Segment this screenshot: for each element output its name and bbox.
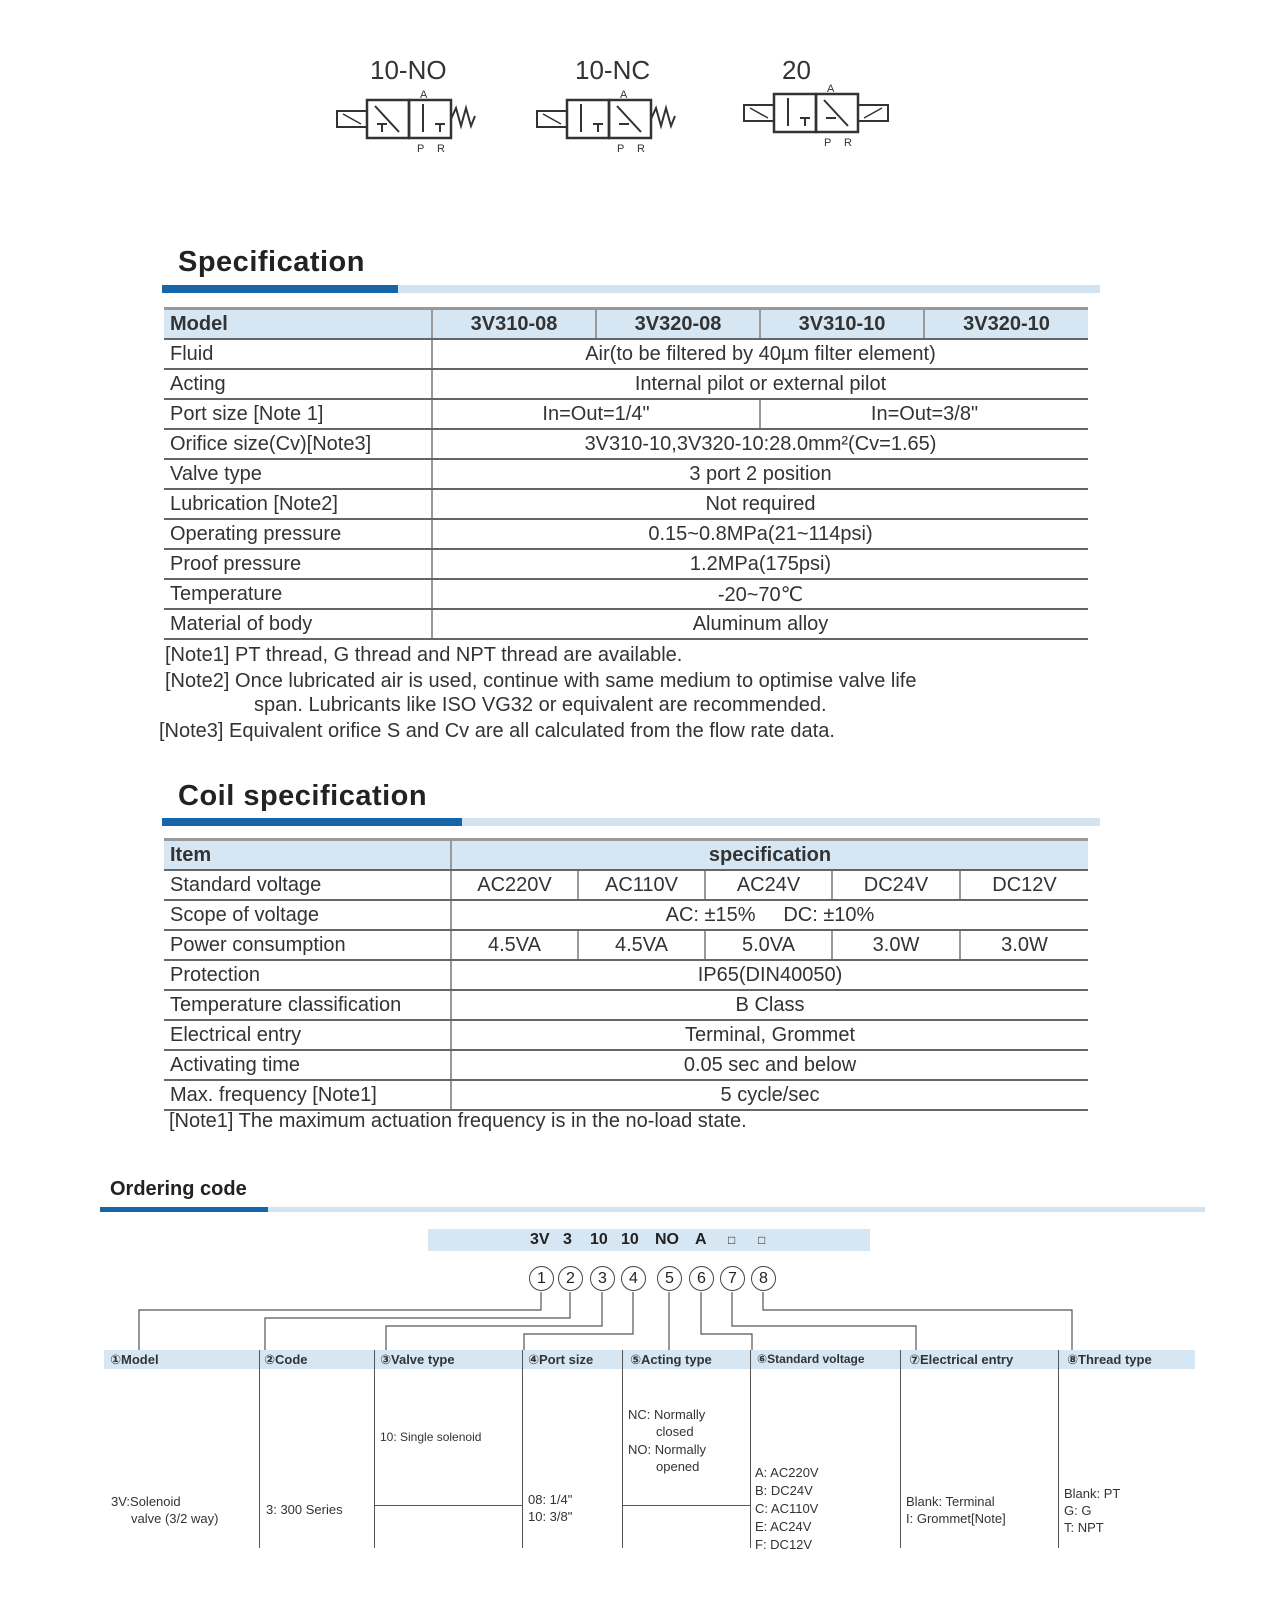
row-label: Max. frequency [Note1] — [164, 1080, 451, 1110]
port-size-option: 08: 1/4" — [528, 1492, 573, 1507]
power-cell: 4.5VA — [451, 930, 578, 960]
code-number-3: 3 — [590, 1266, 615, 1291]
row-value: 5 cycle/sec — [451, 1080, 1088, 1110]
acting-option: NO: Normally — [628, 1442, 707, 1457]
row-value: AC: ±15% DC: ±10% — [451, 900, 1088, 930]
row-label: Proof pressure — [164, 549, 432, 579]
port-r-label: R — [437, 143, 445, 155]
voltage-option: B: DC24V — [755, 1483, 813, 1498]
code-option: 3: 300 Series — [266, 1502, 343, 1517]
row-label: Orifice size(Cv)[Note3] — [164, 429, 432, 459]
row-value: In=Out=3/8" — [760, 399, 1088, 429]
spec-note-1: [Note1] PT thread, G thread and NPT thread are available. — [165, 644, 683, 666]
header-standard-voltage: ⑥Standard voltage — [757, 1352, 865, 1366]
thread-option: Blank: PT — [1064, 1486, 1121, 1501]
row-value: 0.05 sec and below — [451, 1050, 1088, 1080]
row-label: Port size [Note 1] — [164, 399, 432, 429]
row-label: Temperature — [164, 579, 432, 609]
model-option-line: valve (3/2 way) — [131, 1511, 219, 1526]
specification-header: specification — [451, 840, 1088, 871]
column-divider — [374, 1350, 375, 1548]
code-number-8: 8 — [751, 1266, 776, 1291]
row-value: B Class — [451, 990, 1088, 1020]
power-cell: 5.0VA — [705, 930, 832, 960]
port-size-option: 10: 3/8" — [528, 1509, 573, 1524]
row-label: Acting — [164, 369, 432, 399]
voltage-option: F: DC12V — [755, 1537, 813, 1552]
code-part-model: 3V — [530, 1231, 550, 1248]
row-label: Standard voltage — [164, 870, 451, 900]
port-a-label: A — [620, 89, 628, 101]
valve-type-option: 10: Single solenoid — [380, 1430, 482, 1444]
power-cell: 4.5VA — [578, 930, 705, 960]
header-port-size: ④Port size — [528, 1352, 594, 1367]
code-number-6: 6 — [689, 1266, 714, 1291]
row-label: Electrical entry — [164, 1020, 451, 1050]
model-option-line: 3V:Solenoid — [111, 1494, 181, 1509]
port-r-label: R — [637, 143, 645, 155]
coil-specification-title: Coil specification — [178, 780, 428, 812]
row-label: Material of body — [164, 609, 432, 639]
power-cell: 3.0W — [832, 930, 960, 960]
electrical-option: I: Grommet[Note] — [906, 1511, 1006, 1526]
voltage-cell: AC220V — [451, 870, 578, 900]
voltage-cell: AC110V — [578, 870, 705, 900]
model-option — [111, 1493, 218, 1527]
header-code: ②Code — [264, 1352, 308, 1367]
code-part-voltage: A — [695, 1231, 707, 1248]
voltage-options — [755, 1464, 819, 1554]
symbol-label-10-nc: 10-NC — [575, 55, 651, 85]
ordering-code-title: Ordering code — [110, 1178, 247, 1200]
model-3v320-08: 3V320-08 — [596, 309, 760, 340]
row-value: 3V310-10,3V320-10:28.0mm²(Cv=1.65) — [432, 429, 1088, 459]
row-label: Temperature classification — [164, 990, 451, 1020]
row-value: Not required — [432, 489, 1088, 519]
thread-option: G: G — [1064, 1503, 1092, 1518]
row-label: Valve type — [164, 459, 432, 489]
header-thread-type: ⑧Thread type — [1067, 1352, 1152, 1367]
code-part-port-size: 10 — [621, 1231, 639, 1248]
row-value: 3 port 2 position — [432, 459, 1088, 489]
row-value: Internal pilot or external pilot — [432, 369, 1088, 399]
power-cell: 3.0W — [960, 930, 1088, 960]
row-label: Lubrication [Note2] — [164, 489, 432, 519]
row-value: Air(to be filtered by 40µm filter element) — [432, 339, 1088, 369]
symbol-label-20: 20 — [782, 55, 811, 85]
code-part-thread: □ — [758, 1233, 766, 1247]
port-p-label: P — [617, 143, 625, 155]
column-divider — [900, 1350, 901, 1548]
row-label: Protection — [164, 960, 451, 990]
model-3v310-08: 3V310-08 — [432, 309, 596, 340]
code-number-7: 7 — [720, 1266, 745, 1291]
voltage-cell: AC24V — [705, 870, 832, 900]
spec-note-2: [Note2] Once lubricated air is used, continue with same medium to optimise valve life — [165, 670, 917, 692]
thread-options — [1064, 1485, 1120, 1536]
row-label: Activating time — [164, 1050, 451, 1080]
code-number-1: 1 — [529, 1266, 554, 1291]
row-label: Scope of voltage — [164, 900, 451, 930]
voltage-cell: DC12V — [960, 870, 1088, 900]
item-header: Item — [164, 840, 451, 871]
code-number-4: 4 — [621, 1266, 646, 1291]
header-acting-type: ⑤Acting type — [630, 1352, 712, 1367]
acting-options — [628, 1406, 706, 1475]
code-number-5: 5 — [657, 1266, 682, 1291]
header-electrical-entry: ⑦Electrical entry — [909, 1352, 1014, 1367]
port-a-label: A — [827, 83, 835, 95]
model-header: Model — [164, 309, 432, 340]
row-value: 1.2MPa(175psi) — [432, 549, 1088, 579]
voltage-option: E: AC24V — [755, 1519, 812, 1534]
column-divider — [522, 1350, 523, 1548]
port-a-label: A — [420, 89, 428, 101]
column-divider — [1058, 1350, 1059, 1548]
row-value: In=Out=1/4" — [432, 399, 760, 429]
column-divider — [259, 1350, 260, 1548]
thread-option: T: NPT — [1064, 1520, 1104, 1535]
code-number-2: 2 — [558, 1266, 583, 1291]
row-value: -20~70℃ — [432, 579, 1088, 609]
code-part-valve-type: 10 — [590, 1231, 608, 1248]
voltage-option: C: AC110V — [755, 1501, 819, 1516]
symbol-label-10-no: 10-NO — [370, 55, 447, 85]
column-divider — [750, 1350, 751, 1548]
spec-note-3: [Note3] Equivalent orifice S and Cv are all calculated from the flow rate data. — [159, 720, 835, 742]
ordering-header-row — [104, 1350, 1195, 1369]
model-3v310-10: 3V310-10 — [760, 309, 924, 340]
column-divider — [622, 1350, 623, 1548]
port-size-options — [528, 1491, 572, 1525]
model-3v320-10: 3V320-10 — [924, 309, 1088, 340]
electrical-option: Blank: Terminal — [906, 1494, 995, 1509]
code-part-code: 3 — [563, 1231, 572, 1248]
row-value: Aluminum alloy — [432, 609, 1088, 639]
header-valve-type: ③Valve type — [380, 1352, 455, 1367]
row-divider — [622, 1505, 750, 1506]
acting-option: closed — [656, 1424, 694, 1439]
electrical-options — [906, 1493, 1006, 1527]
voltage-cell: DC24V — [832, 870, 960, 900]
port-p-label: P — [824, 137, 832, 149]
voltage-option: A: AC220V — [755, 1465, 819, 1480]
port-r-label: R — [844, 137, 852, 149]
row-value: 0.15~0.8MPa(21~114psi) — [432, 519, 1088, 549]
header-model: ①Model — [110, 1352, 159, 1367]
spec-note-2-continued: span. Lubricants like ISO VG32 or equivalent are recommended. — [254, 694, 827, 716]
acting-option: opened — [656, 1459, 700, 1474]
code-part-acting: NO — [655, 1231, 679, 1248]
row-value: IP65(DIN40050) — [451, 960, 1088, 990]
port-p-label: P — [417, 143, 425, 155]
row-divider — [374, 1505, 522, 1506]
acting-option: NC: Normally — [628, 1407, 706, 1422]
row-label: Fluid — [164, 339, 432, 369]
row-label: Power consumption — [164, 930, 451, 960]
specification-title: Specification — [178, 246, 365, 278]
row-label: Operating pressure — [164, 519, 432, 549]
row-value: Terminal, Grommet — [451, 1020, 1088, 1050]
coil-note-1: [Note1] The maximum actuation frequency is in the no-load state. — [169, 1110, 747, 1132]
code-part-electrical: □ — [728, 1233, 736, 1247]
